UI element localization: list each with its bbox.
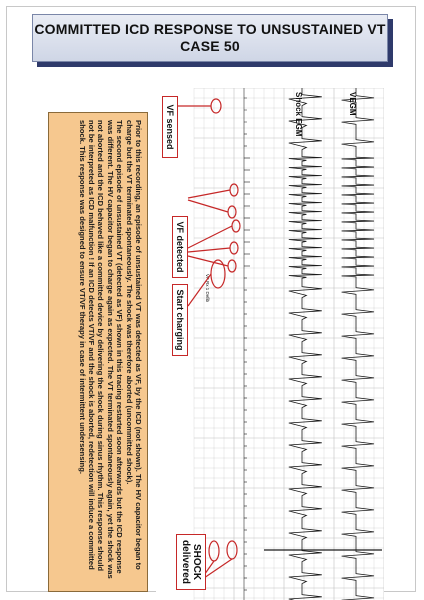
shock-label-line-2: delivered <box>180 540 191 584</box>
start-charging-label: Start charging <box>172 284 188 356</box>
vf-detected-label: VF detected <box>172 216 188 278</box>
channel-label-vegm: VEGM <box>348 92 357 116</box>
marker-text-vf-rx: VF Rx 1 Defib <box>205 274 210 303</box>
shock-delivered-label <box>176 534 206 590</box>
channel-label-shock-egm: Shock EGM <box>294 92 303 137</box>
title-banner <box>32 14 388 62</box>
ecg-tracing <box>156 88 384 600</box>
explanation-note <box>48 112 148 592</box>
note-paragraph-2: The second episode of unsustained VT (detected as VF) shown in this tracing restarted soon afterwards but the ICD response was different. The HV capacitor began to charge again as expected. The VT terminated spontaneously again, yet the shock was not aborted and the ICD behaved like a committed device by delivering the shock during sinus rhythm. This response should not be interpreted as ICD malfunction ! If an ICD detects VT/VF and the shock is aborted, redetection will induce a committed shock. This response was designed to ensure VT/VF therapy in case of intermittent undersensing. <box>77 120 125 579</box>
title-line-1: COMMITTED ICD RESPONSE TO UNSUSTAINED VT <box>34 21 386 37</box>
ecg-background <box>156 88 384 600</box>
ecg-figure <box>156 88 384 600</box>
rotated-content <box>44 88 384 600</box>
shock-label-line-1: SHOCK <box>191 543 202 581</box>
title-line-2: CASE 50 <box>180 38 240 54</box>
note-paragraph-1: Prior to this recording, an episode of unsustained VT was detected as VF, by the ICD (not shown). The HV capacitor began to charge but the VT terminated spontaneously. The shock was therefore aborted (uncommitted shock). <box>124 120 143 570</box>
vf-sensed-label: VF sensed <box>162 96 178 158</box>
